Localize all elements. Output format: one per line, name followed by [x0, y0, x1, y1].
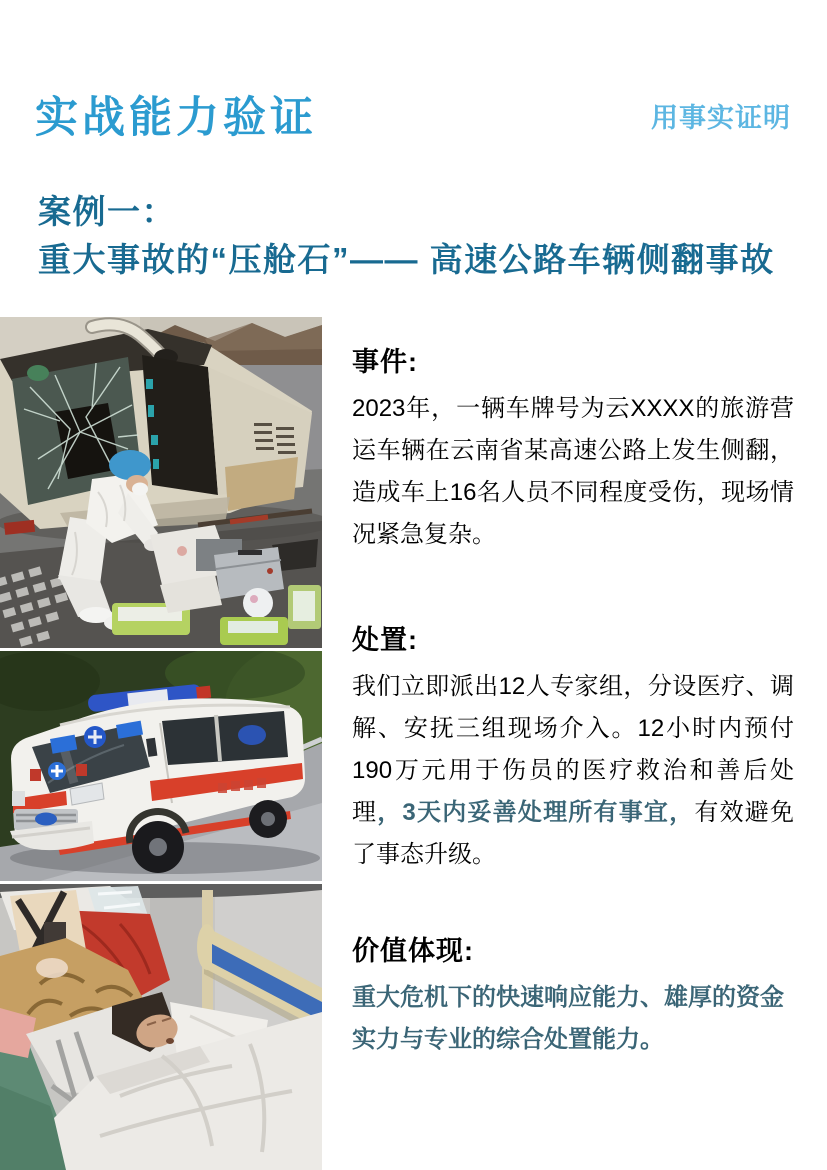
response-run-normal-2: 有效避免了事态升级。: [352, 799, 795, 868]
photo-ambulance: [0, 651, 322, 881]
page-tagline: 用事实证明: [651, 103, 791, 133]
response-body: [352, 666, 794, 876]
section-event: [352, 340, 794, 556]
value-body: 重大危机下的快速响应能力、雄厚的资金实力与专业的综合处置能力。: [352, 984, 784, 1053]
page-title: 实战能力验证: [35, 94, 317, 142]
response-heading: 处置:: [352, 625, 418, 655]
event-body: 2023年，一辆车牌号为云XXXX的旅游营运车辆在云南省某高速公路上发生侧翻，造成车上16名人员不同程度受伤，现场情况紧急复杂。: [352, 395, 794, 548]
ambulance-image: [0, 651, 322, 881]
response-run-highlight: ，3天内妥善处理所有事宜，: [377, 799, 695, 826]
case-heading-line2: 重大事故的“压舱石”—— 高速公路车辆侧翻事故: [38, 241, 775, 278]
overturned-bus-image: [0, 317, 322, 648]
value-heading: 价值体现:: [352, 936, 474, 966]
photo-hospital-bed: [0, 884, 322, 1170]
event-heading: 事件:: [352, 347, 418, 377]
case-heading-line1: 案例一：: [38, 193, 176, 230]
section-response: [352, 618, 794, 876]
photo-overturned-bus: [0, 317, 322, 648]
response-run-normal-1: 我们立即派出12人专家组，分设医疗、调解、安抚三组现场介入。12小时内预付190万元用于伤员的医疗救治和善后处理: [352, 673, 794, 826]
case-heading: [38, 188, 798, 284]
section-value: [352, 929, 794, 1061]
hospital-bed-image: [0, 884, 322, 1170]
